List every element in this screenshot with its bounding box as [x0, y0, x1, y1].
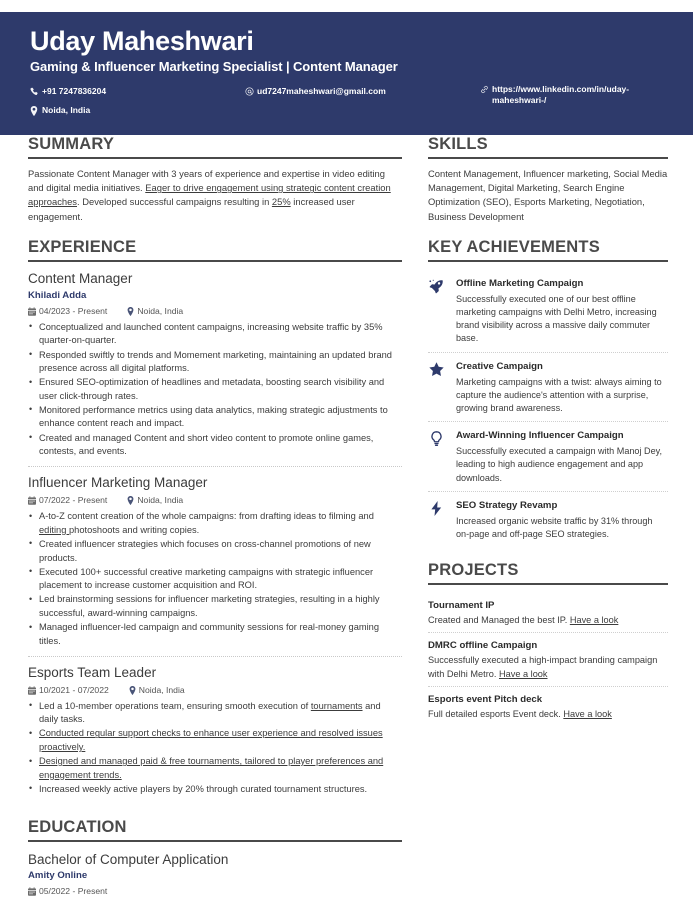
page-title: Uday Maheshwari	[30, 26, 254, 56]
achievement-title: SEO Strategy Revamp	[456, 499, 558, 511]
project-title: Esports event Pitch deck	[428, 693, 543, 705]
experience-entry	[28, 270, 402, 466]
experience-bullet	[28, 321, 402, 348]
experience-bullet	[28, 621, 402, 648]
calendar-icon	[28, 307, 36, 316]
education-degree: Bachelor of Computer Application	[28, 851, 229, 867]
experience-bullet	[28, 783, 402, 797]
project-description-text: Successfully executed a high-impact branding campaign with Delhi Metro.	[428, 655, 658, 679]
experience-meta	[28, 494, 402, 507]
experience-bullet	[28, 432, 402, 459]
achievement-icon-wrap	[428, 499, 448, 541]
experience-location	[129, 684, 185, 697]
education-dates-value: 05/2022 - Present	[39, 885, 108, 896]
text-run: Passionate Content Manager with 3 years of experience and expertise in video editing and digital media initiatives.	[28, 168, 385, 194]
key-achievements-heading: KEY ACHIEVEMENTS	[428, 238, 668, 262]
experience-bullet	[28, 376, 402, 403]
text-run: Responded swiftly to trends and Momement marketing, maintaining an updated brand presence across all digital platforms.	[39, 349, 392, 374]
experience-bullets	[28, 321, 402, 459]
achievement-title: Offline Marketing Campaign	[456, 277, 584, 289]
education-dates	[28, 885, 107, 898]
achievement-body	[456, 499, 668, 541]
achievement-item	[428, 270, 668, 352]
experience-meta	[28, 684, 402, 697]
experience-bullet	[28, 538, 402, 565]
project-link[interactable]: Have a look	[569, 615, 619, 626]
text-run: Monitored performance metrics using data analytics, making strategic adjustments to enhance content reach and impact.	[39, 404, 388, 429]
experience-bullet	[28, 727, 402, 754]
project-description	[428, 654, 668, 680]
text-run: Managed influencer-led campaign and community sessions for real-money gaming titles.	[39, 622, 380, 646]
achievement-description: Increased organic website traffic by 31% through on-page and off-page SEO strategies.	[456, 515, 653, 540]
text-run: Created and managed Content and short video content to promote online games, contests, and events.	[39, 432, 374, 457]
projects-heading: PROJECTS	[428, 561, 668, 585]
achievement-title: Award-Winning Influencer Campaign	[456, 430, 624, 442]
experience-dates	[28, 494, 107, 507]
project-link[interactable]: Have a look	[498, 668, 548, 679]
contact-email[interactable]	[245, 86, 386, 97]
calendar-icon	[28, 496, 36, 505]
star-icon	[428, 361, 448, 378]
experience-location-value: Noida, India	[137, 305, 184, 316]
achievement-body	[456, 277, 668, 346]
experience-bullets	[28, 510, 402, 648]
achievement-description: Successfully executed one of our best offline marketing campaigns with Delhi Metro, increasing brand visibility across a massive daily commuter base.	[456, 293, 657, 344]
lightning-bolt-icon	[428, 500, 448, 517]
project-description-text: Created and Managed the best IP.	[428, 615, 570, 626]
education-meta	[28, 885, 402, 898]
achievement-icon-wrap	[428, 360, 448, 416]
achievement-icon-wrap	[428, 277, 448, 346]
text-run: Created influencer strategies which focuses on cross-channel promotions of new products.	[39, 538, 371, 563]
linkedin-value: https://www.linkedin.com/in/uday-maheshwari-/	[492, 84, 630, 105]
experience-role: Esports Team Leader	[28, 664, 157, 680]
contact-info	[30, 86, 665, 134]
achievement-item	[428, 421, 668, 491]
achievement-description: Successfully executed a campaign with Manoj Dey, leading to high audience engagement and app downloads.	[456, 446, 663, 483]
experience-entry	[28, 466, 402, 655]
project-title: DMRC offline Campaign	[428, 640, 538, 652]
skills-text: Content Management, Influencer marketing, Social Media Management, Digital Marketing, Search Engine Optimization (SEO), Esports Marketing, Negotiation, Business Development	[428, 168, 668, 222]
experience-bullets	[28, 700, 402, 797]
underlined-text: 25%	[271, 196, 291, 208]
section-experience	[28, 238, 402, 804]
education-entry	[28, 850, 402, 908]
experience-dates	[28, 305, 107, 318]
project-item	[428, 632, 668, 685]
map-pin-icon	[127, 307, 134, 316]
calendar-icon	[28, 686, 36, 695]
experience-list	[28, 262, 402, 804]
text-run: increased user engagement.	[28, 196, 355, 222]
experience-role: Content Manager	[28, 270, 133, 286]
underlined-text: tournaments	[310, 700, 363, 711]
project-item	[428, 593, 668, 632]
project-item	[428, 686, 668, 726]
education-list	[28, 842, 402, 908]
contact-linkedin[interactable]	[480, 84, 680, 106]
achievement-item	[428, 352, 668, 422]
lightbulb-icon	[428, 430, 448, 447]
experience-bullet	[28, 510, 402, 537]
project-description	[428, 614, 668, 627]
underlined-text: Eager to drive engagement using strategic content creation approaches	[28, 182, 391, 208]
project-description	[428, 708, 668, 721]
project-title: Tournament IP	[428, 600, 495, 612]
left-column	[28, 135, 402, 922]
project-link[interactable]: Have a look	[563, 708, 612, 719]
section-projects	[428, 561, 668, 726]
experience-bullet	[28, 755, 402, 782]
experience-role: Influencer Marketing Manager	[28, 475, 208, 491]
experience-bullet	[28, 349, 402, 376]
text-run: Executed 100+ successful creative marketing campaigns with strategic influencer placement to increase customer acquisition and ROI.	[39, 566, 374, 591]
text-run: Conceptualized and launched content campaigns, increasing website traffic by 35% quarter-on-quarter.	[39, 321, 383, 346]
at-email-icon	[245, 86, 257, 96]
education-heading: EDUCATION	[28, 818, 402, 842]
email-value: ud7247maheshwari@gmail.com	[257, 86, 386, 96]
map-pin-icon	[127, 496, 134, 505]
achievement-title: Creative Campaign	[456, 360, 543, 372]
text-run: Ensured SEO-optimization of headlines and metadata, boosting search visibility and user click-through rates.	[39, 377, 385, 401]
experience-meta	[28, 305, 402, 318]
achievement-icon-wrap	[428, 429, 448, 485]
text-run: . Developed successful campaigns resulting in	[77, 196, 272, 208]
job-title: Gaming & Influencer Marketing Specialist | Content Manager	[30, 59, 398, 74]
achievements-list	[428, 262, 668, 547]
project-description-text: Full detailed esports Event deck.	[428, 708, 564, 719]
section-education	[28, 818, 402, 908]
skills-heading: SKILLS	[428, 135, 668, 159]
map-pin-icon	[30, 105, 42, 116]
experience-dates	[28, 684, 109, 697]
achievement-body	[456, 360, 668, 416]
map-pin-icon	[129, 686, 136, 695]
phone-value: +91 7247836204	[42, 86, 107, 96]
text-run: and daily tasks.	[39, 700, 381, 725]
projects-list	[428, 585, 668, 726]
section-key-achievements	[428, 238, 668, 547]
experience-bullet	[28, 700, 402, 727]
text-run: Led a 10-member operations team, ensuring smooth execution of	[39, 700, 311, 711]
experience-bullet	[28, 566, 402, 593]
summary-heading: SUMMARY	[28, 135, 402, 159]
phone-icon	[30, 86, 42, 96]
text-run: Led brainstorming sessions for influencer marketing strategies, resulting in a highly successful, award-winning campaigns.	[39, 594, 380, 618]
experience-dates-value: 04/2023 - Present	[39, 305, 108, 316]
text-run: A-to-Z content creation of the whole campaigns: from drafting ideas to filming and	[39, 511, 374, 522]
text-run: Increased weekly active players by 20% through curated tournament structures.	[39, 783, 368, 794]
underlined-text: Conducted regular support checks to enhance user experience and resolved issues proactively.	[39, 728, 383, 752]
experience-location-value: Noida, India	[138, 684, 185, 695]
section-summary	[28, 135, 402, 224]
link-icon	[480, 84, 492, 94]
experience-dates-value: 10/2021 - 07/2022	[39, 684, 109, 695]
underlined-text: editing	[39, 524, 69, 535]
experience-heading: EXPERIENCE	[28, 238, 402, 262]
contact-phone	[30, 86, 106, 97]
experience-location	[127, 494, 183, 507]
calendar-icon	[28, 887, 36, 896]
achievement-body	[456, 429, 668, 485]
achievement-description: Marketing campaigns with a twist: always aiming to capture the audience's attention with a surprise, growing brand awareness.	[456, 376, 662, 414]
education-institution: Amity Online	[28, 869, 88, 881]
resume-header	[0, 12, 693, 135]
experience-bullet	[28, 404, 402, 431]
right-column	[428, 135, 668, 740]
experience-dates-value: 07/2022 - Present	[39, 495, 108, 506]
experience-bullet	[28, 593, 402, 620]
contact-location	[30, 105, 90, 116]
experience-location-value: Noida, India	[137, 495, 184, 506]
experience-entry	[28, 656, 402, 804]
achievement-item	[428, 491, 668, 547]
underlined-text: Designed and managed paid & free tournaments, tailored to player preferences and engagement trends.	[39, 756, 384, 780]
experience-location	[127, 305, 183, 318]
location-value: Noida, India	[42, 105, 91, 115]
text-run: photoshoots and writing copies.	[68, 524, 200, 535]
experience-organization: Khiladi Adda	[28, 289, 87, 301]
rocket-trend-icon	[428, 278, 448, 295]
section-skills	[428, 135, 668, 224]
summary-text	[28, 167, 402, 224]
